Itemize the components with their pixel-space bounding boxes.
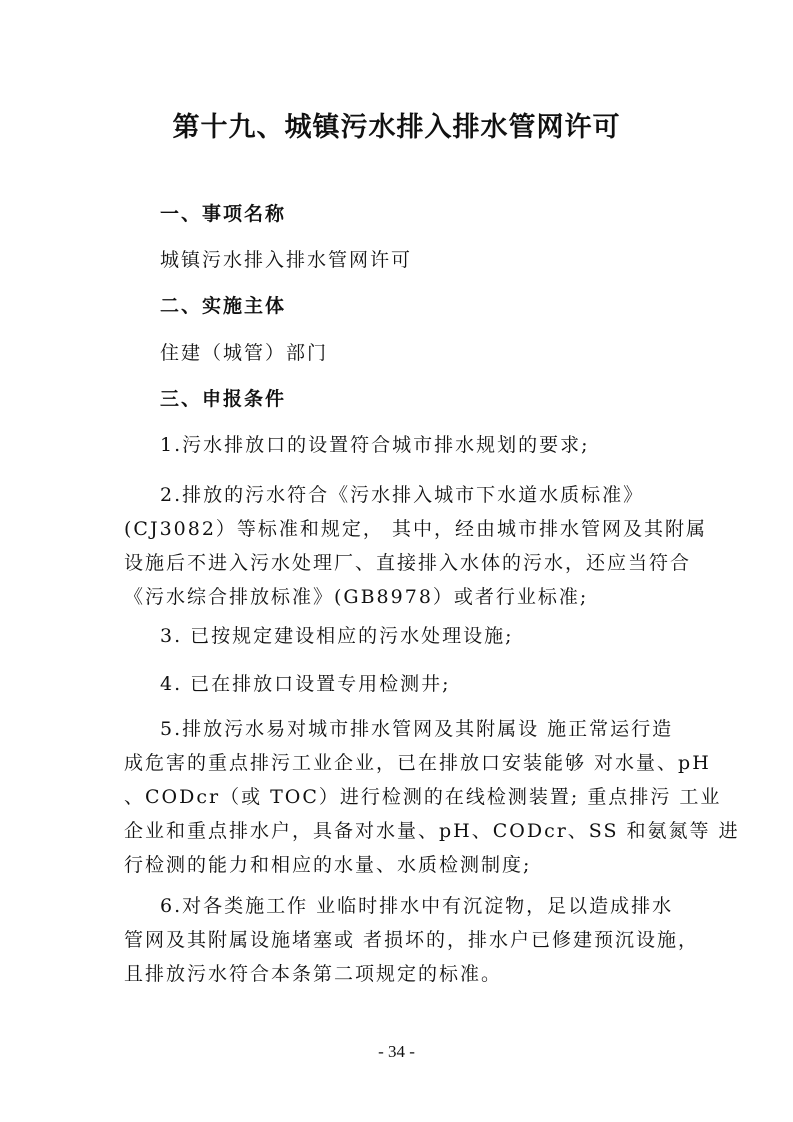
page-number: - 34 - (378, 1042, 415, 1061)
condition-4 (124, 667, 676, 701)
condition-line: 5.排放污水易对城市排水管网及其附属设 施正常运行造 (160, 718, 674, 740)
condition-line: 且排放污水符合本条第二项规定的标准。 (124, 963, 503, 985)
condition-line: 管网及其附属设施堵塞或 者损坏的，排水户已修建预沉设施， (124, 929, 700, 951)
condition-line: 3. 已按规定建设相应的污水处理设施; (160, 625, 514, 647)
condition-line: 6.对各类施工作 业临时排水中有沉淀物，足以造成排水 (160, 895, 674, 917)
condition-5 (124, 712, 740, 882)
condition-2 (124, 478, 707, 614)
implementing-body-value: 住建（城管）部门 (160, 342, 329, 364)
item-name-value: 城镇污水排入排水管网许可 (160, 249, 413, 271)
condition-line: 4. 已在排放口设置专用检测井; (160, 673, 451, 695)
condition-3 (124, 619, 676, 653)
condition-1 (124, 428, 676, 462)
section-heading-item-name: 一、事项名称 (160, 203, 287, 225)
condition-line: 成危害的重点排污工业企业，已在排放口安装能够 对水量、pH (124, 752, 711, 774)
section-heading-implementing-body: 二、实施主体 (160, 295, 287, 317)
condition-line: 、CODcr（或 TOC）进行检测的在线检测装置; 重点排污 工业 (124, 786, 722, 808)
section-heading-conditions: 三、申报条件 (160, 388, 287, 410)
condition-line: 1.污水排放口的设置符合城市排水规划的要求; (160, 434, 590, 456)
condition-line: 设施后不进入污水处理厂、直接排入水体的污水，还应当符合 (124, 552, 692, 574)
condition-line: 2.排放的污水符合《污水排入城市下水道水质标准》 (160, 484, 645, 506)
page-title: 第十九、城镇污水排入排水管网许可 (172, 112, 621, 143)
condition-line: 企业和重点排水户，具备对水量、pH、CODcr、SS 和氨氮等 进 (124, 820, 740, 842)
condition-6 (124, 889, 700, 991)
condition-line: 《污水综合排放标准》(GB8978）或者行业标准; (124, 586, 589, 608)
condition-line: 行检测的能力和相应的水量、水质检测制度; (124, 854, 532, 876)
condition-line: (CJ3082）等标准和规定， 其中，经由城市排水管网及其附属 (124, 518, 707, 540)
